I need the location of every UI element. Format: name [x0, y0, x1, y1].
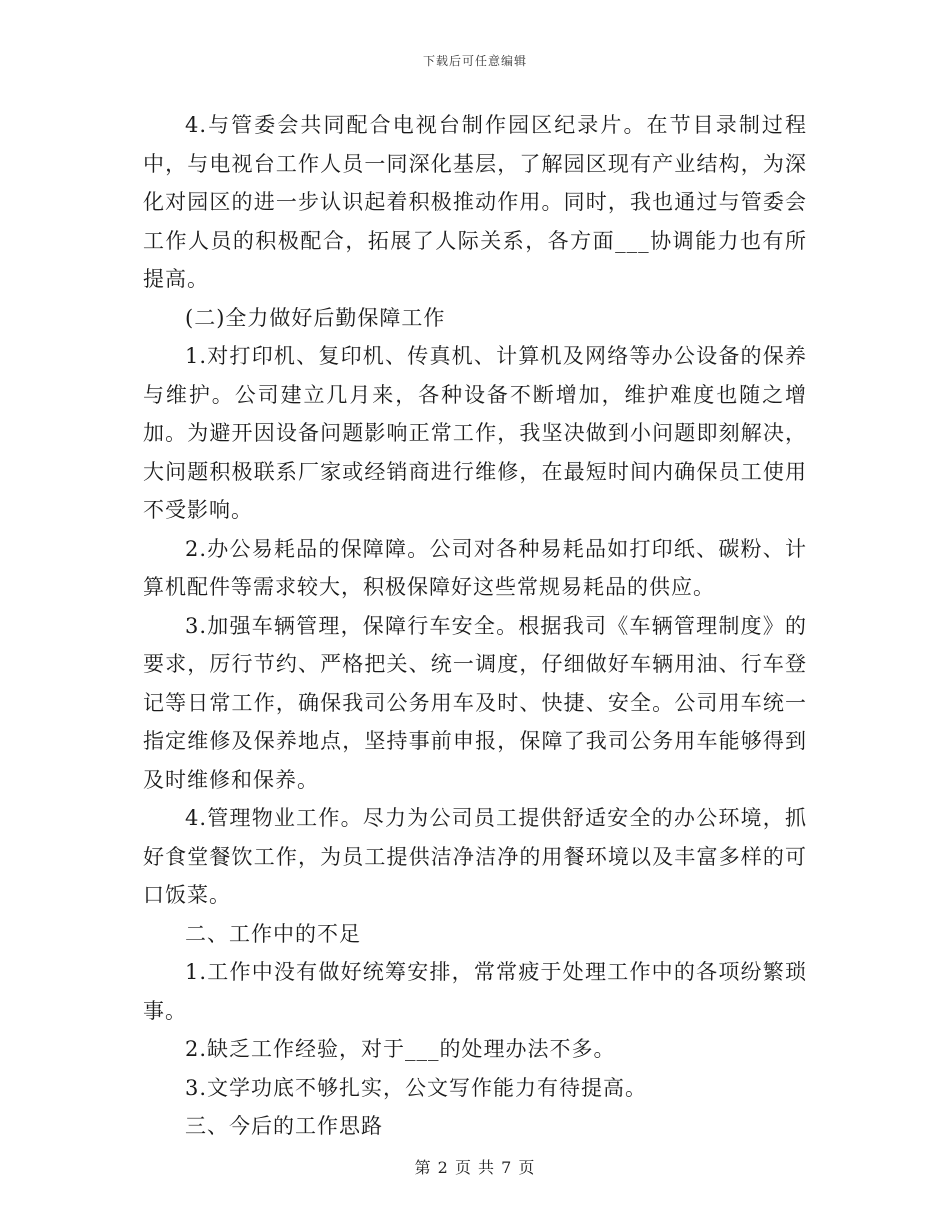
paragraph-consumables: 2.办公易耗品的保障障。公司对各种易耗品如打印纸、碳粉、计算机配件等需求较大，积极保障好这些常规易耗品的供应。	[143, 536, 807, 599]
paragraph-property-management: 4.管理物业工作。尽力为公司员工提供舒适安全的办公环境，抓好食堂餐饮工作，为员工提供洁净洁净的用餐环境以及丰富多样的可口饭菜。	[143, 806, 807, 907]
document-body	[143, 106, 807, 1146]
paragraph-vehicle-management: 3.加强车辆管理，保障行车安全。根据我司《车辆管理制度》的要求，厉行节约、严格把关、统一调度，仔细做好车辆用油、行车登记等日常工作，确保我司公务用车及时、快捷、安全。公司用车统一指定维修及保养地点，坚持事前申报，保障了我司公务用车能够得到及时维修和保养。	[143, 613, 807, 792]
paragraph-venue-documentary: 4.与管委会共同配合电视台制作园区纪录片。在节目录制过程中，与电视台工作人员一同深化基层，了解园区现有产业结构，为深化对园区的进一步认识起着积极推动作用。同时，我也通过与管委会工作人员的积极配合，拓展了人际关系，各方面___协调能力也有所提高。	[143, 113, 807, 291]
page-header-note: 下载后可任意编辑	[422, 54, 527, 68]
page-number-indicator: 第 2 页 共 7 页	[414, 1158, 536, 1177]
section-heading-logistics: (二)全力做好后勤保障工作	[185, 305, 446, 330]
paragraph-office-equipment: 1.对打印机、复印机、传真机、计算机及网络等办公设备的保养与维护。公司建立几月来，各种设备不断增加，维护难度也随之增加。为避开因设备问题影响正常工作，我坚决做到小问题即刻解决，大问题积极联系厂家或经销商进行维修，在最短时间内确保员工使用不受影响。	[143, 344, 807, 522]
paragraph-shortcoming-writing: 3.文学功底不够扎实，公文写作能力有待提高。	[185, 1075, 648, 1100]
section-heading-shortcomings: 二、工作中的不足	[185, 921, 361, 946]
paragraph-shortcoming-planning: 1.工作中没有做好统筹安排，常常疲于处理工作中的各项纷繁琐事。	[143, 960, 807, 1023]
section-heading-future-plans: 三、今后的工作思路	[185, 1114, 383, 1138]
paragraph-shortcoming-experience: 2.缺乏工作经验，对于___的处理办法不多。	[185, 1037, 616, 1061]
